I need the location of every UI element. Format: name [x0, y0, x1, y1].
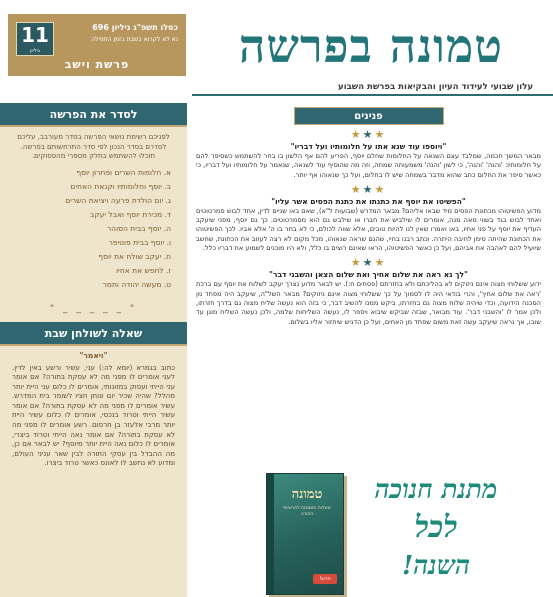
list-item: ה. יוסף בבית הסוהר [106, 223, 171, 233]
main-content [192, 103, 553, 597]
star-divider: ★★★ [350, 128, 387, 141]
list-item: א. חלומות השרים ופתרון יוסף [76, 167, 171, 177]
issue-number-badge [16, 22, 54, 56]
topic-list [0, 166, 187, 292]
book-subtitle: שאלות ותשובות לפרשיות התורה [283, 506, 331, 517]
sidebar-heading: לסדר את הפרשה [0, 103, 187, 127]
list-item: ג. יום הולדת פרעה ויציאת השרים [65, 195, 171, 205]
star-divider: ★★★ [350, 256, 387, 270]
article-body: מבאר המשך חכמה, שמלבד עצם השנאה על החלומות שחלם יוסף, הפריע להם אף הלשון בו בחר להשתמש כשסיפר להם על חלומותיו: 'והנה' 'והנה', כי לשון 'והנה' משמעותה שמחה, וזה מה שהוסיף עוד לשנאה, שנאמר על חלומותיו ועל דבריו, כי כאשר סיפר את החלום כתב שהוא מדבר בשמחה שיש לו בחלום, ועל כך שנאוהו אף יותר. [196, 152, 541, 179]
promo-line: לכל [414, 510, 458, 545]
shabbat-question-heading: שאלה לשולחן שבת [0, 322, 187, 346]
sidebar-intro: לפניכם רשימת נושאי הפרשה בסדר מעורבב, עליכם לסדרם בסדר הנכון לפי סדר התרחשותם בפרשה. תוכלו להשתמש בחלק מספרי מהפסוקים. [17, 133, 170, 160]
article-block [196, 129, 541, 180]
book-cover-image [266, 473, 344, 595]
book-spine [267, 474, 274, 594]
section-heading: פנינים [294, 107, 444, 125]
promo-text [341, 471, 531, 585]
issue-number: 11 [21, 23, 49, 47]
new-badge: חדש! [313, 574, 337, 584]
article-body: ידוע ששלוחי מצוה אינם ניזוקים לא בהליכתם ולא בחזרתם (פסחים ח:). יש לבאר מדוע נצרך יעקב לשלוח את יוסף עם ברכת 'ראה את שלום אחיך', והרי בודאי היה לו לסמוך על כך ששלוחי מצוה אינם ניזוקים? מבאר השל"ה, שיעקב היה מפחד מן הסכנה הידועה, וכדי שיהיה שלוח מצוה גם בחזרתו, ביקש ממנו להשיב דבר, כי בזה הוא נעשה שליח מצוה גם בדרך חזרתו, ולכן אמר לו 'והשבני דבר'. עוד מבואר, שבזה שביקש שיבוא ויספר לו, נעשה השליחות שלמה, ולכן נעשה השליח מוגן עד שובו, אך נראה שיעקב עשה זאת משום שפחד מן האחים, ועל כן הדגיש שיחזור אליו בשלום. [196, 280, 541, 326]
article-block [196, 257, 541, 326]
issue-caption: גיליון [30, 48, 40, 54]
star-divider: ★★★ [350, 182, 387, 196]
shabbat-question-body: כתוב בגמרא (יומא לה:) עני, עשיר ורשע באין לדין. לעני אומרים לו מפני מה לא עסקת בתורה? אם אומר עני הייתי ועסוק במזונותי, אומרים לו כלום עני היית יותר מהלל? שהיה שכיר יום ונותן חציו לשומר בית המדרש. עשיר אומרים לו מפני מה לא עסקת בתורה? אם אומר עשיר הייתי וטרוד בנכסי, אומרים לו כלום עשיר היית יותר מרבי אלעזר בן חרסום. רשע אומרים לו מפני מה לא עסקת בתורה? אם אומר נאה הייתי וטרוד ביצרי, אומרים לו כלום נאה היית יותר מיוסף? יש לבאר אם כן, מה ההבדל בין עסקי התורה לבין שאר עניני העולם, ומדוע לא נחשב לו לאונס כאשר טרוד ביצרו. [12, 363, 175, 468]
header-banner [0, 0, 553, 103]
article-quote: "ויוספו עוד שנא אתו על חלומותיו ועל דבריו" [290, 142, 447, 151]
article-block [196, 184, 541, 253]
page-title: טמונה בפרשה [238, 19, 503, 73]
shabbat-question-quote: "ויאמר" [79, 350, 108, 360]
list-item: ח. יעקב שולח את יוסף [98, 251, 171, 261]
title-block [192, 14, 553, 96]
list-item: ב. יוסף וחלומותיו וקנאת האחים [70, 181, 171, 191]
issue-info-box [8, 14, 186, 76]
promo-banner[interactable] [196, 465, 541, 597]
title-divider [192, 94, 553, 96]
answer-blank: " _ _ _ _ _ " [50, 303, 137, 314]
book-title: טמונה [291, 487, 323, 502]
article-body: מדוע הפשיטוהו מכתונת הפסים מיד שבאו אליהם? מבאר המדרש (שבועות ל"א), שאם באו שניים לדין, אחד לבוש סמרטוטים ואחד לבוש בגד בשווי מאה מנה, אומרים לו שילביש את חברו או שילבש גם הוא מסמרטוטים. כך גם יוסף, מפני שיעקב העדיף את יוסף על פני אחיו, באו ואמרו שאין לנו להיות טובים, אלא שווה לכולם, כי לא בחר בו ה' אלא אביו. לכך הפשיטוהו את הכתונת שהיתה סימן לחיבה היתרה. וכתב רבנו בחיי, שהגם שראה שנאוהו, מכל מקום לא רצה לעזוב את הכתונת, שחשב שיועיל להם לאהבה את אביהם, ועל כן כאשר הפשיטוהו, הראו שאינם רוצים בו כלל, ולא היו מוכנים לשמוע את דבריו כלל. [196, 206, 541, 253]
article-quote: "הפשיטו את יוסף את כתנתו את כתנת הפסים אשר עליו" [271, 196, 466, 206]
list-item: ט. מעשה יהודה ותמר [102, 279, 171, 289]
promo-line: מתנת חנוכה [374, 475, 498, 505]
promo-line: השנה! [401, 551, 471, 581]
sidebar [0, 103, 187, 597]
list-item: ז. לחפש את אחיו [116, 265, 171, 275]
distribution-line: נא לא לקרוא בשבת בזמן התפילה [91, 36, 178, 43]
date-line: כסלו תשפ"ג גיליון 696 [92, 23, 178, 32]
parsha-label: פרשת וישב [64, 58, 130, 71]
list-item: ד. מכירת יוסף ואבל יעקב [90, 209, 171, 219]
article-quote: "לך נא ראה את שלום אחיך ואת שלום הצאן והשבני דבר" [269, 270, 468, 280]
page-subtitle: עלון שבועי לעידוד העיון והבקיאות בפרשת השבוע [338, 82, 533, 92]
list-item: ו. יוסף בבית פוטיפר [108, 237, 171, 247]
